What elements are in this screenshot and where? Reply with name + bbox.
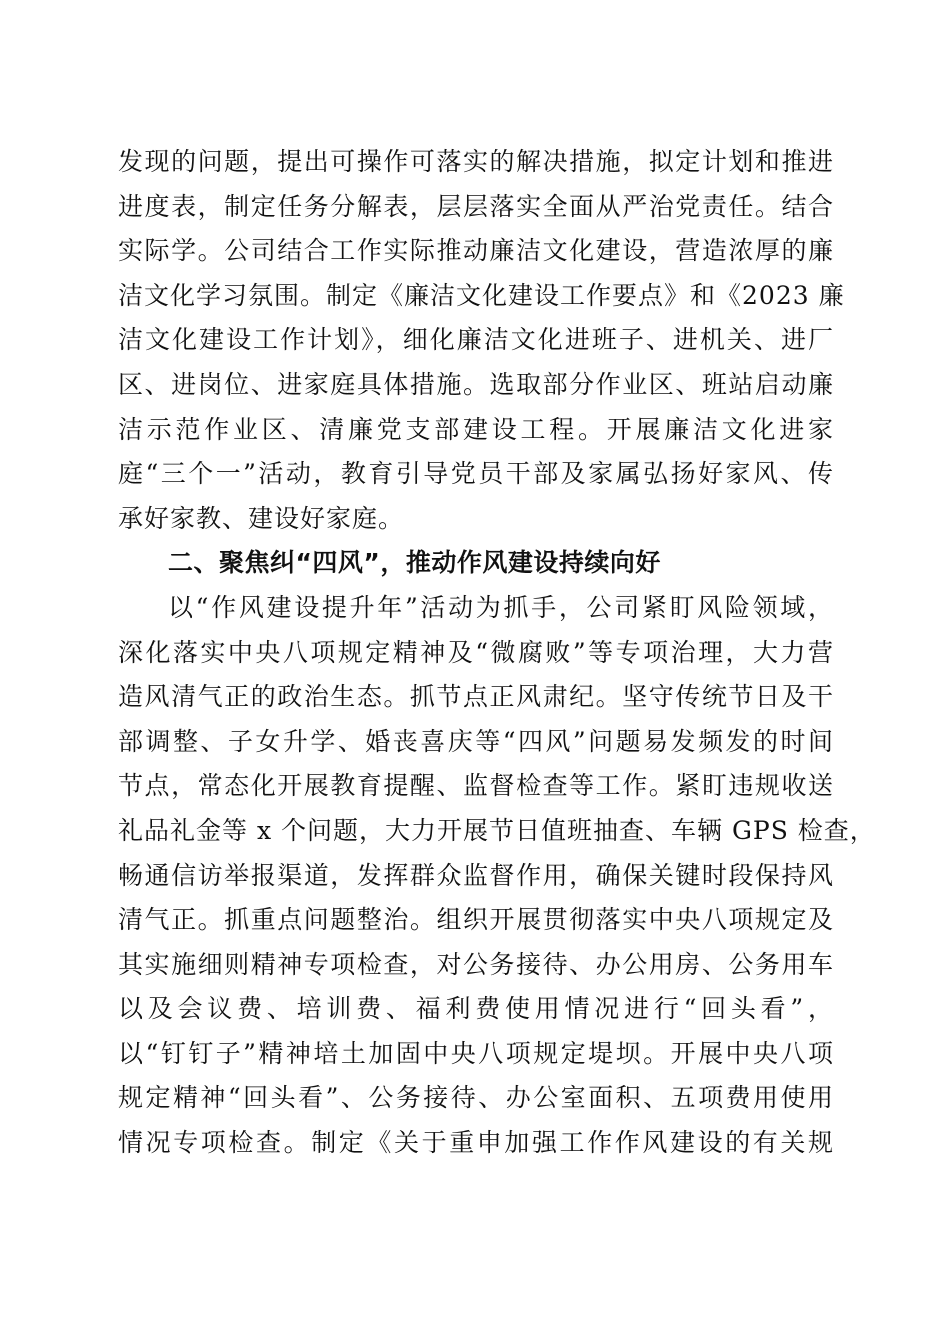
- text-line: 部调整、子女升学、婚丧喜庆等“四风”问题易发频发的时间: [118, 726, 834, 756]
- paragraph-work-style: [118, 586, 876, 1166]
- text-line: 情况专项检查。制定《关于重申加强工作作风建设的有关规: [118, 1128, 834, 1158]
- text-line: 深化落实中央八项规定精神及“微腐败”等专项治理，大力营: [118, 637, 834, 667]
- text-line: 以及会议费、培训费、福利费使用情况进行“回头看”，: [118, 994, 834, 1024]
- text-line: 清气正。抓重点问题整治。组织开展贯彻落实中央八项规定及: [118, 905, 834, 935]
- text-line: 实际学。公司结合工作实际推动廉洁文化建设，营造浓厚的廉: [118, 236, 834, 266]
- document-body: [118, 140, 876, 1166]
- text-line: 洁文化建设工作计划》，细化廉洁文化进班子、进机关、进厂: [118, 325, 834, 355]
- text-line: 造风清气正的政治生态。抓节点正风肃纪。坚守传统节日及干: [118, 682, 834, 712]
- text-line: 庭“三个一”活动，教育引导党员干部及家属弘扬好家风、传: [118, 459, 834, 489]
- text-line: 节点，常态化开展教育提醒、监督检查等工作。紧盯违规收送: [118, 771, 834, 801]
- text-line: 礼品礼金等 x 个问题，大力开展节日值班抽查、车辆 GPS 检查，: [118, 815, 876, 845]
- text-line: 进度表，制定任务分解表，层层落实全面从严治党责任。结合: [118, 191, 834, 221]
- text-line: 以“作风建设提升年”活动为抓手，公司紧盯风险领域，: [168, 592, 834, 622]
- text-line: 规定精神“回头看”、公务接待、办公室面积、五项费用使用: [118, 1083, 834, 1113]
- text-line: 其实施细则精神专项检查，对公务接待、办公用房、公务用车: [118, 949, 834, 979]
- text-line: 区、进岗位、进家庭具体措施。选取部分作业区、班站启动廉: [118, 369, 834, 399]
- text-line: 洁文化学习氛围。制定《廉洁文化建设工作要点》和《2023 廉: [118, 280, 845, 310]
- paragraph-integrity-culture: [118, 140, 845, 541]
- text-line: 以“钉钉子”精神培土加固中央八项规定堤坝。开展中央八项: [118, 1038, 834, 1068]
- text-line: 畅通信访举报渠道，发挥群众监督作用，确保关键时段保持风: [118, 860, 834, 890]
- text-line: 承好家教、建设好家庭。: [118, 503, 405, 533]
- section-heading: 二、聚焦纠“四风”，推动作风建设持续向好: [168, 548, 661, 578]
- text-line: 洁示范作业区、清廉党支部建设工程。开展廉洁文化进家: [118, 414, 834, 444]
- text-line: 发现的问题，提出可操作可落实的解决措施，拟定计划和推进: [118, 147, 834, 176]
